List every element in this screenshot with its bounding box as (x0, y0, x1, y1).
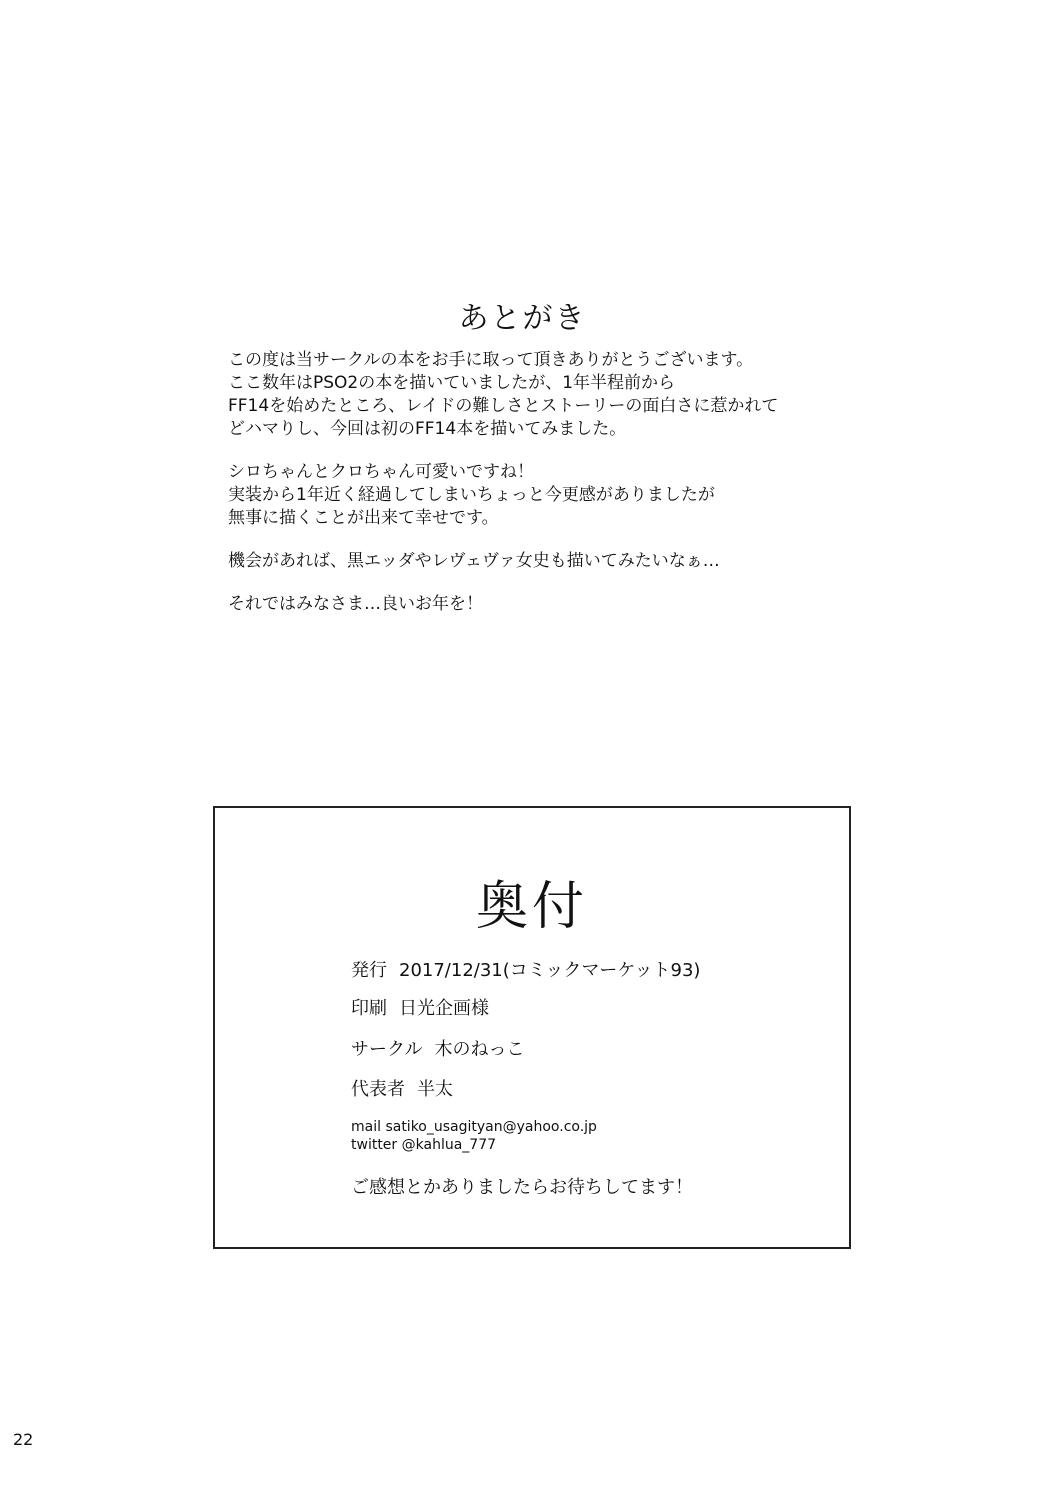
afterword-line: 実装から1年近く経過してしまいちょっと今更感がありましたが (228, 485, 715, 505)
circle-label: サークル (351, 1039, 423, 1060)
representative-label: 代表者 (351, 1079, 405, 1100)
printer-label: 印刷 (351, 998, 387, 1019)
page-number: 22 (13, 1430, 34, 1449)
afterword-line: 無事に描くことが出来て幸せです。 (228, 508, 499, 528)
afterword-body (228, 349, 848, 636)
afterword-line: シロちゃんとクロちゃん可愛いですね！ (228, 462, 534, 482)
afterword-paragraph (228, 593, 848, 616)
circle-value: 木のねっこ (434, 1039, 525, 1060)
afterword-paragraph (228, 461, 848, 530)
afterword-line: ここ数年はPSO2の本を描いていましたが、1年半程前から (228, 373, 676, 393)
colophon-title: 奥付 (475, 877, 588, 937)
circle-row (351, 1035, 524, 1061)
afterword-title: あとがき (458, 301, 587, 336)
contact-info (351, 1118, 597, 1154)
afterword-line: 機会があれば、黒エッダやレヴェヴァ女史も描いてみたいなぁ… (228, 551, 720, 571)
printer-row (351, 994, 489, 1020)
printer-value: 日光企画様 (399, 998, 489, 1019)
twitter-handle: twitter @kahlua_777 (351, 1137, 497, 1153)
afterword-line: それではみなさま…良いお年を！ (228, 594, 483, 614)
afterword-line: FF14を始めたところ、レイドの難しさとストーリーの面白さに惹かれて (228, 396, 779, 416)
mail-address: mail satiko_usagityan@yahoo.co.jp (351, 1119, 597, 1135)
representative-value: 半太 (417, 1079, 453, 1100)
publish-label: 発行 (351, 960, 387, 981)
closing-message: ご感想とかありましたらお待ちしてます！ (351, 1177, 693, 1198)
colophon-box (213, 806, 851, 1249)
afterword-line: この度は当サークルの本をお手に取って頂きありがとうございます。 (228, 350, 754, 370)
publish-date-row (351, 956, 700, 982)
afterword-paragraph (228, 550, 848, 573)
representative-row (351, 1075, 453, 1101)
publish-value: 2017/12/31(コミックマーケット93) (399, 960, 701, 981)
afterword-line: どハマりし、今回は初のFF14本を描いてみました。 (228, 419, 627, 439)
afterword-paragraph (228, 349, 848, 441)
